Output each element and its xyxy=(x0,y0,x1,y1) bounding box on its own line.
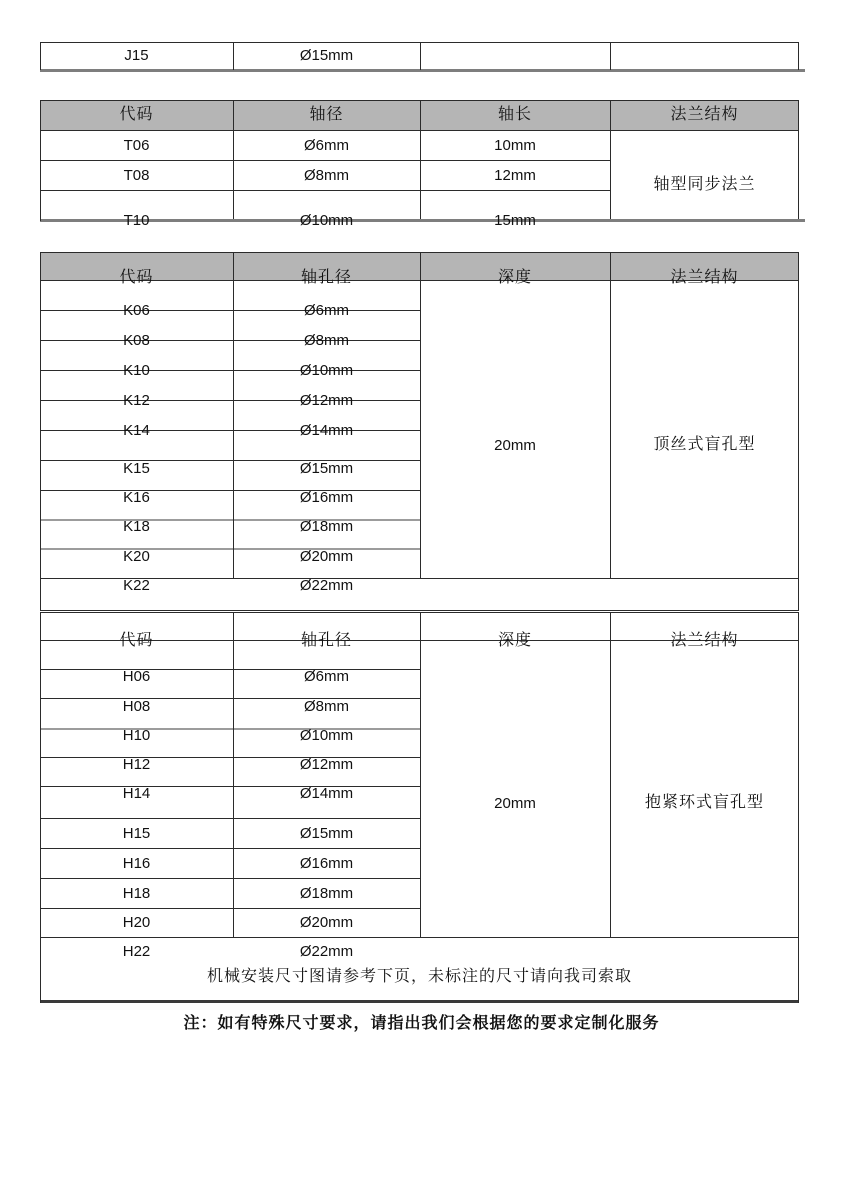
cell-diameter: Ø16mm xyxy=(299,489,354,506)
cell-length: 10mm xyxy=(494,136,536,154)
cell-diameter: Ø18mm xyxy=(299,518,354,535)
column-border xyxy=(610,42,611,70)
cell-code: H16 xyxy=(122,854,151,872)
cell-diameter: Ø22mm xyxy=(299,943,354,960)
cell-diameter: Ø6mm xyxy=(304,668,349,685)
header-cell-depth: 深度 xyxy=(497,269,532,286)
cell-code: K20 xyxy=(123,547,150,565)
cell-code: T08 xyxy=(123,166,150,184)
header-cell-flange: 法兰结构 xyxy=(670,106,739,123)
cell-diameter: Ø18mm xyxy=(299,884,354,902)
box-border-bottom xyxy=(40,1000,799,1003)
merged-depth-cell: 20mm xyxy=(494,436,536,454)
header-cell-diameter: 轴孔径 xyxy=(300,631,352,649)
cell-code: K12 xyxy=(123,391,150,409)
merged-flange-cell: 抱紧环式盲孔型 xyxy=(644,794,764,811)
cell-diameter: Ø10mm xyxy=(299,361,354,379)
cell-diameter: Ø20mm xyxy=(299,547,354,565)
cell-diameter: Ø8mm xyxy=(304,331,349,349)
cell-diameter: Ø16mm xyxy=(299,854,354,872)
cell-code: H20 xyxy=(122,914,151,931)
cell-code: K15 xyxy=(123,459,150,477)
cell-diameter: Ø12mm xyxy=(299,391,354,409)
cell-code: H22 xyxy=(122,943,151,960)
header-cell-length: 轴长 xyxy=(497,106,532,123)
column-border xyxy=(798,252,799,578)
header-cell-diameter: 轴径 xyxy=(309,106,344,123)
cell-diameter: Ø15mm xyxy=(299,47,354,64)
cell-diameter: Ø22mm xyxy=(299,576,354,594)
cell-diameter: Ø12mm xyxy=(299,756,354,773)
cell-code: K14 xyxy=(123,421,150,439)
cell-code: H18 xyxy=(122,884,151,902)
install-note: 机械安装尺寸图请参考下页，未标注的尺寸请向我司索取 xyxy=(206,968,632,985)
cell-diameter: Ø14mm xyxy=(299,421,354,439)
merged-flange-cell: 顶丝式盲孔型 xyxy=(653,436,756,453)
cell-diameter: Ø6mm xyxy=(304,301,349,319)
header-cell-flange: 法兰结构 xyxy=(670,269,739,286)
cell-diameter: Ø10mm xyxy=(299,727,354,744)
cell-diameter: Ø20mm xyxy=(299,914,354,931)
header-cell-flange: 法兰结构 xyxy=(670,631,739,649)
cell-code: K06 xyxy=(123,301,150,319)
cell-code: K18 xyxy=(123,518,150,535)
custom-size-footnote: 注：如有特殊尺寸要求，请指出我们会根据您的要求定制化服务 xyxy=(183,1015,660,1032)
cell-length: 15mm xyxy=(494,211,536,229)
table-border-bottom xyxy=(40,69,805,72)
box-border-right xyxy=(798,578,799,610)
cell-diameter: Ø15mm xyxy=(299,459,354,477)
header-cell-depth: 深度 xyxy=(497,631,532,649)
cell-code: T06 xyxy=(123,136,150,154)
cell-code: H08 xyxy=(122,697,151,715)
cell-code: K22 xyxy=(123,576,150,594)
header-cell-code: 代码 xyxy=(119,106,154,123)
cell-diameter: Ø10mm xyxy=(299,211,354,229)
cell-diameter: Ø14mm xyxy=(299,784,354,802)
column-border xyxy=(420,42,421,70)
header-cell-code: 代码 xyxy=(119,631,154,649)
column-border xyxy=(798,42,799,70)
column-border xyxy=(610,252,611,578)
cell-code: K16 xyxy=(123,489,150,506)
cell-code: J15 xyxy=(124,47,149,64)
cell-diameter: Ø8mm xyxy=(304,166,349,184)
cell-code: K10 xyxy=(123,361,150,379)
column-border xyxy=(420,252,421,578)
cell-code: K08 xyxy=(123,331,150,349)
cell-code: H10 xyxy=(122,727,151,744)
cell-code: T10 xyxy=(123,211,150,229)
row-line xyxy=(40,190,610,191)
merged-depth-cell: 20mm xyxy=(494,794,536,812)
cell-diameter: Ø15mm xyxy=(299,824,354,842)
cell-length: 12mm xyxy=(494,166,536,184)
cell-code: H06 xyxy=(122,668,151,685)
cell-diameter: Ø6mm xyxy=(304,136,349,154)
cell-code: H12 xyxy=(122,756,151,773)
header-cell-diameter: 轴孔径 xyxy=(300,269,352,286)
cell-diameter: Ø8mm xyxy=(304,697,349,715)
header-cell-code: 代码 xyxy=(119,269,154,286)
cell-code: H14 xyxy=(122,784,151,802)
box-border-bottom xyxy=(40,610,799,611)
cell-code: H15 xyxy=(122,824,151,842)
merged-flange-cell: 轴型同步法兰 xyxy=(653,175,756,193)
